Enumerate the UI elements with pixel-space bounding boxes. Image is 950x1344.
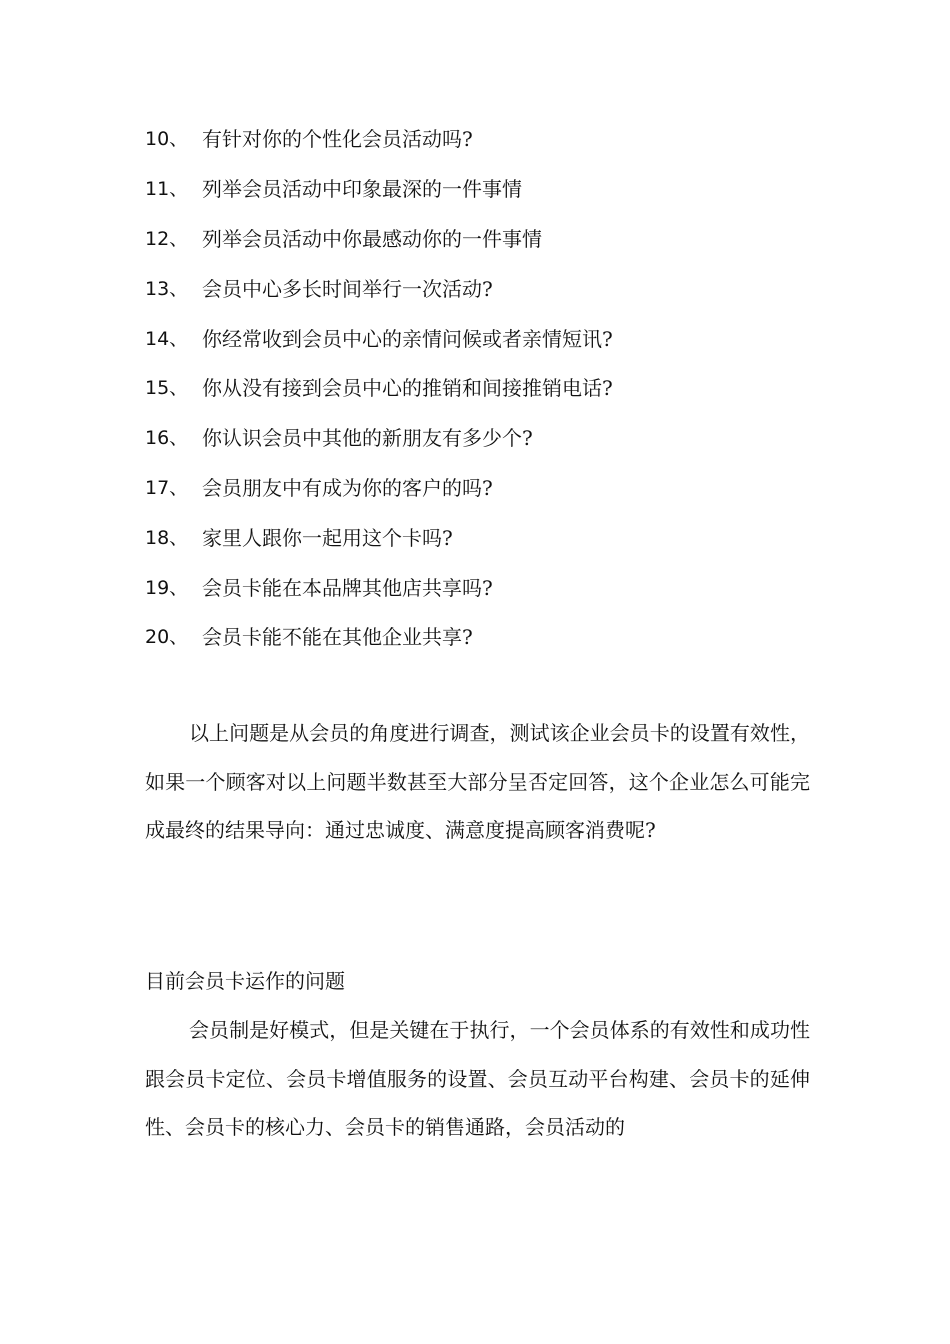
- list-item: [145, 611, 825, 661]
- list-item: [145, 163, 825, 213]
- question-number: 17、: [145, 476, 189, 499]
- question-text: 会员中心多长时间举行一次活动?: [202, 276, 493, 301]
- summary-paragraph: 以上问题是从会员的角度进行调查，测试该企业会员卡的设置有效性，如果一个顾客对以上问题半数甚至大部分呈否定回答，这个企业怎么可能完成最终的结果导向：通过忠诚度、满意度提高顾客消费呢?: [145, 721, 810, 842]
- list-item: [145, 262, 825, 312]
- question-text: 你从没有接到会员中心的推销和间接推销电话?: [202, 376, 613, 401]
- question-text: 有针对你的个性化会员活动吗?: [202, 127, 473, 152]
- question-number: 19、: [145, 576, 189, 599]
- question-text: 你经常收到会员中心的亲情问候或者亲情短讯?: [202, 326, 613, 351]
- question-number: 20、: [145, 626, 189, 649]
- question-number: 12、: [145, 227, 189, 250]
- question-text: 会员朋友中有成为你的客户的吗?: [202, 475, 493, 500]
- question-number: 15、: [145, 377, 189, 400]
- question-number: 10、: [145, 128, 189, 151]
- question-number: 13、: [145, 277, 189, 300]
- list-item: [145, 113, 825, 163]
- question-text: 会员卡能不能在其他企业共享?: [202, 625, 473, 650]
- question-text: 会员卡能在本品牌其他店共享吗?: [202, 575, 493, 600]
- question-number: 11、: [145, 178, 189, 201]
- list-item: [145, 362, 825, 412]
- list-item: [145, 213, 825, 263]
- section-heading: 目前会员卡运作的问题: [145, 969, 345, 993]
- list-item: [145, 312, 825, 362]
- list-item: [145, 412, 825, 462]
- list-item: [145, 561, 825, 611]
- question-text: 列举会员活动中你最感动你的一件事情: [202, 226, 542, 251]
- question-number: 14、: [145, 327, 189, 350]
- list-item: [145, 462, 825, 512]
- list-item: [145, 511, 825, 561]
- section-paragraph: 会员制是好模式，但是关键在于执行，一个会员体系的有效性和成功性跟会员卡定位、会员卡增值服务的设置、会员互动平台构建、会员卡的延伸性、会员卡的核心力、会员卡的销售通路，会员活动的: [145, 1018, 810, 1139]
- question-text: 列举会员活动中印象最深的一件事情: [202, 177, 522, 202]
- question-text: 家里人跟你一起用这个卡吗?: [202, 525, 453, 550]
- question-list: [145, 113, 825, 661]
- question-number: 18、: [145, 526, 189, 549]
- question-number: 16、: [145, 427, 189, 450]
- question-text: 你认识会员中其他的新朋友有多少个?: [202, 426, 533, 451]
